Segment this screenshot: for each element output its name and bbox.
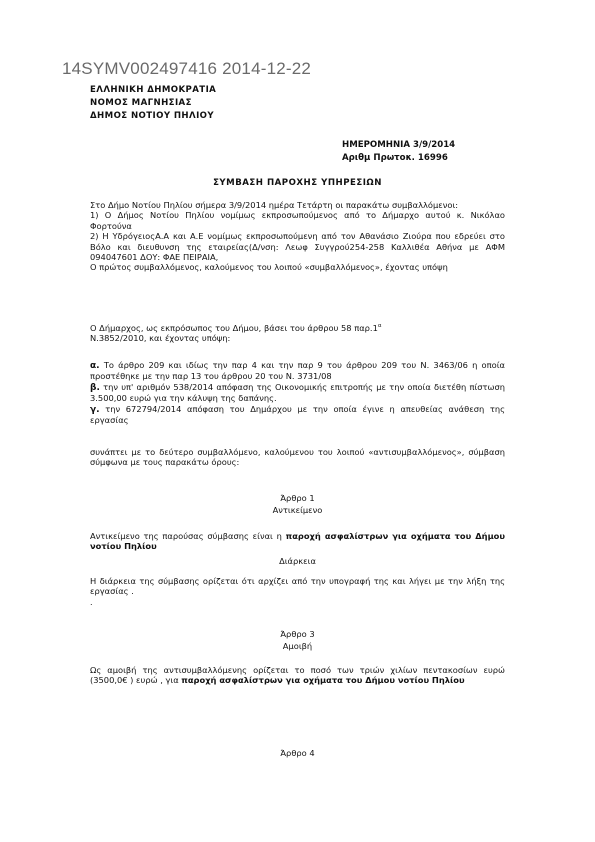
issuer-header (90, 84, 216, 123)
intro-text: Στο Δήμο Νοτίου Πηλίου σήμερα 3/9/2014 ημέρα Τετάρτη οι παρακάτω συμβαλλόμενοι: (90, 200, 459, 210)
article-1-subheading: Αντικείμενο (272, 505, 323, 515)
header-line-republic: ΕΛΛΗΝΙΚΗ ΔΗΜΟΚΡΑΤΙΑ (90, 85, 217, 95)
duration-heading: Διάρκεια (279, 556, 316, 566)
intro-section (90, 200, 505, 273)
duration-text: Η διάρκεια της σύμβασης ορίζεται ότι αρχίζει από την υπογραφή της και λήγει με την λήξη της εργασίας . (90, 576, 505, 597)
consideration-item (90, 404, 505, 426)
article-1-text (90, 531, 505, 552)
consideration-text: Το άρθρο 209 και ιδίως την παρ 4 και την παρ 9 του άρθρου 209 του Ν. 3463/06 η οποία προστέθηκε με την παρ 13 του άρθρου 20 του Ν. 3731/08 (90, 360, 505, 382)
header-line-prefecture: ΝΟΜΟΣ ΜΑΓΝΗΣΙΑΣ (90, 98, 192, 108)
article-3-subheading: Αμοιβή (282, 641, 313, 651)
document-date: ΗΜΕΡΟΜΗΝΙΑ 3/9/2014 (342, 140, 456, 150)
article-3-text (90, 665, 505, 686)
article-3-body: Ως αμοιβή της αντισυμβαλλόμενης ορίζεται το ποσό των τριών χιλίων πεντακοσίων ευρώ (3500,0€ ) ευρώ , για (90, 665, 505, 686)
mayor-paragraph (90, 323, 505, 344)
mayor-superscript: α (377, 323, 382, 329)
date-protocol-block (342, 139, 455, 165)
party-2: 2) Η ΥδρόγειοςΑ.Α και Α.Ε νομίμως εκπροσωπούμενη από τον Αθανάσιο Ζιούρα που εδρεύει στο Βόλο και διευθυνση της εταιρείας(Δ/νση: Λεωφ Συγγρού254-258 Καλλιθέα Αθήνα με ΑΦΜ 094047601 ΔΟΥ: ΦΑΕ ΠΕΙΡΑΙΑ, (90, 231, 505, 263)
consideration-text: την 672794/2014 απόφαση του Δημάρχου με την οποία έγινε η απευθείας ανάθεση της εργασίας (90, 403, 505, 426)
protocol-number: Αριθμ Πρωτοκ. 16996 (342, 153, 448, 163)
stray-dot: . (90, 598, 93, 607)
consideration-letter: γ. (90, 404, 100, 415)
article-3-object: παροχή ασφαλίστρων για οχήματα του Δήμου νοτίου Πηλίου (181, 675, 465, 686)
considerations-list (90, 360, 505, 425)
article-1-body: Αντικείμενο της παρούσας σύμβασης είναι η (90, 531, 286, 541)
mayor-text-2: Ν.3852/2010, και έχοντας υπόψη: (90, 333, 231, 344)
document-id-stamp: 14SYMV002497416 2014-12-22 (62, 59, 312, 78)
consideration-text: την υπ' αριθμόν 538/2014 απόφαση της Οικονομικής επιτροπής με την οποία διετέθη πίστωση 3.500,00 ευρώ για την κάλυψη της δαπάνης. (90, 381, 505, 404)
party-note: Ο πρώτος συμβαλλόμενος, καλούμενος του λοιπού «συμβαλλόμενος», έχοντας υπόψη (90, 262, 448, 273)
party-1: 1) Ο Δήμος Νοτίου Πηλίου νομίμως εκπροσωπούμενος από το Δήμαρχο αυτού κ. Νικόλαο Φορτούνα (90, 210, 505, 231)
document-title: ΣΥΜΒΑΣΗ ΠΑΡΟΧΗΣ ΥΠΗΡΕΣΙΩΝ (213, 178, 382, 188)
header-line-municipality: ΔΗΜΟΣ ΝΟΤΙΟΥ ΠΗΛΙΟΥ (90, 111, 215, 121)
article-3-heading: Άρθρο 3 (280, 629, 315, 639)
conclude-paragraph: συνάπτει με το δεύτερο συμβαλλόμενο, καλούμενου του λοιπού «αντισυμβαλλόμενος», σύμβαση σύμφωνα με τους παρακάτω όρους: (90, 447, 505, 468)
consideration-letter: β. (90, 382, 100, 393)
consideration-item (90, 382, 505, 404)
mayor-text: Ο Δήμαρχος, ως εκπρόσωπος του Δήμου, βάσει του άρθρου 58 παρ.1 (90, 323, 378, 333)
article-1-heading: Άρθρο 1 (280, 493, 315, 503)
consideration-item (90, 360, 505, 382)
article-1-object: παροχή ασφαλίστρων για οχήματα του Δήμου νοτίου Πηλίου (90, 531, 505, 552)
article-4-heading: Άρθρο 4 (280, 748, 315, 758)
consideration-letter: α. (90, 361, 100, 371)
